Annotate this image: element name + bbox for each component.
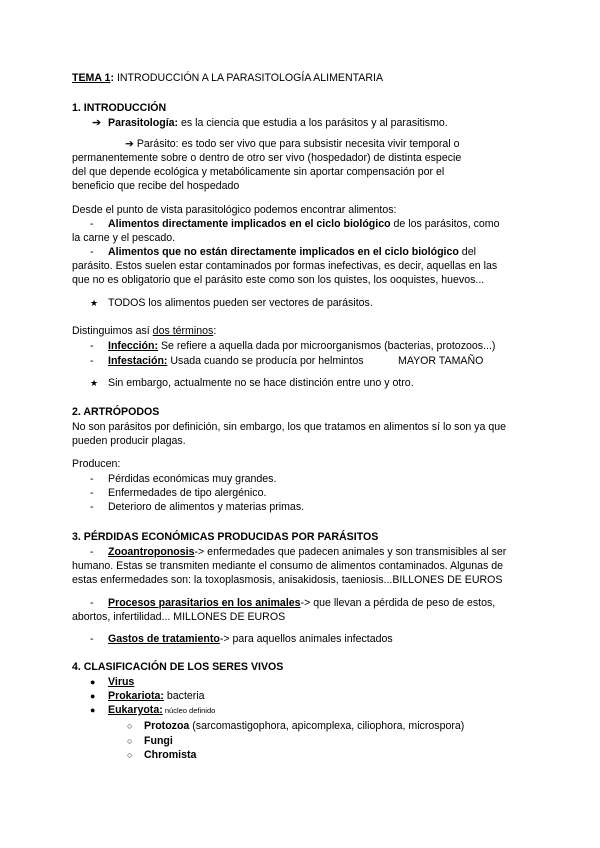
section-3-heading: 3. PÉRDIDAS ECONÓMICAS PRODUCIDAS POR PARÁSITOS (72, 531, 379, 543)
indirect-rest: del (458, 246, 476, 258)
dash-marker: - (90, 501, 94, 513)
parasito-line-1: ➔ Parásito: es todo ser vivo que para subsistir necesita vivir temporal o (125, 138, 460, 150)
prokariota-text: bacteria (163, 690, 205, 702)
producen-item-3: Deterioro de alimentos y materias primas. (108, 501, 305, 513)
protozoa-term: Protozoa (144, 720, 190, 732)
gastos-term: Gastos de tratamiento (108, 633, 220, 645)
prokariota-term: Prokariota: (108, 690, 164, 702)
eukaryota-text: núcleo definido (162, 706, 216, 715)
producen-label: Producen: (72, 458, 121, 470)
title-colon: : (110, 72, 114, 84)
arrow-icon: ➔ (92, 117, 102, 129)
direct-item (108, 217, 500, 231)
infestacion-item (108, 354, 364, 368)
star-icon: ★ (90, 298, 99, 308)
dash-marker: - (90, 633, 94, 645)
parasito-line-4: beneficio que recibe del hospedado (72, 180, 240, 192)
section-2-heading: 2. ARTRÓPODOS (72, 406, 160, 418)
section-4-heading: 4. CLASIFICACIÓN DE LOS SERES VIVOS (72, 661, 284, 673)
gastos-item (108, 632, 393, 646)
bullet-circle-icon: ○ (127, 721, 133, 731)
artropodos-line-1: No son parásitos por definición, sin embargo, los que tratamos en alimentos sí lo son ya que (72, 421, 506, 433)
zooantroponosis-line-2: humano. Estas se transmiten mediante el consumo de alimentos contaminados. Algunas de (72, 560, 504, 572)
indirect-bold: Alimentos que no están directamente implicados en el ciclo biológico (108, 246, 459, 258)
distinguimos-line (72, 324, 216, 338)
distinguimos-prefix: Distinguimos así (72, 325, 153, 337)
dash-marker: - (90, 218, 94, 230)
title-prefix: TEMA 1 (72, 72, 111, 84)
procesos-text: -> que llevan a pérdida de peso de estos, (300, 597, 496, 609)
prokariota-item (108, 689, 205, 703)
parasitologia-term: Parasitología: (108, 117, 179, 129)
section-1-heading: 1. INTRODUCCIÓN (72, 102, 167, 114)
mayor-tamano: MAYOR TAMAÑO (398, 355, 484, 367)
star-note-1: TODOS los alimentos pueden ser vectores de parásitos. (108, 297, 373, 309)
procesos-term: Procesos parasitarios en los animales (108, 597, 301, 609)
distinguimos-colon: : (213, 325, 217, 337)
dash-marker: - (90, 487, 94, 499)
dos-terminos: dos términos (152, 325, 214, 337)
alimentos-intro: Desde el punto de vista parasitológico podemos encontrar alimentos: (72, 204, 397, 216)
procesos-item (108, 596, 495, 610)
dash-marker: - (90, 597, 94, 609)
infeccion-term: Infección: (108, 340, 159, 352)
dash-marker: - (90, 546, 94, 558)
producen-item-2: Enfermedades de tipo alergénico. (108, 487, 267, 499)
star-icon: ★ (90, 378, 99, 388)
direct-line-2: la carne y el pescado. (72, 232, 176, 244)
gastos-text: -> para aquellos animales infectados (219, 633, 393, 645)
parasitologia-text: es la ciencia que estudia a los parásitos y al parasitismo. (178, 117, 448, 129)
indirect-line-2: parásito. Estos suelen estar contaminados por formas inefectivas, es decir, aquellas en las (72, 260, 498, 272)
zooantroponosis-text: -> enfermedades que padecen animales y son transmisibles al ser (194, 546, 507, 558)
chromista-item: Chromista (144, 749, 197, 761)
star-note-2: Sin embargo, actualmente no se hace distinción entre uno y otro. (108, 377, 414, 389)
zooantroponosis-term: Zooantroponosis (108, 546, 195, 558)
dash-marker: - (90, 355, 94, 367)
eukaryota-item (108, 703, 215, 718)
fungi-item: Fungi (144, 735, 173, 747)
zooantroponosis-item (108, 545, 506, 559)
bullet-circle-icon: ○ (127, 736, 133, 746)
infestacion-text: Usada cuando se producía por helmintos (167, 355, 364, 367)
parasito-line-2: permanentemente sobre o dentro de otro ser vivo (hospedador) de distinta especie (72, 152, 462, 164)
bullet-dot-icon: ● (90, 691, 96, 701)
direct-rest: de los parásitos, como (390, 218, 500, 230)
direct-bold: Alimentos directamente implicados en el ciclo biológico (108, 218, 391, 230)
producen-item-1: Pérdidas económicas muy grandes. (108, 473, 277, 485)
parasito-line-3: del que depende ecológica y metabólicamente sin aportar compensación por el (72, 166, 445, 178)
dash-marker: - (90, 340, 94, 352)
infeccion-text: Se refiere a aquella dada por microorganismos (bacterias, protozoos...) (158, 340, 496, 352)
parasitologia-definition (108, 116, 448, 130)
artropodos-line-2: pueden producir plagas. (72, 435, 186, 447)
indirect-line-3: que no es obligatorio que el parásito este como son los quistes, los ooquistes, huevos... (72, 274, 485, 286)
eukaryota-term: Eukaryota: (108, 704, 163, 716)
document-title (72, 71, 383, 85)
virus-item: Virus (108, 676, 135, 688)
infestacion-term: Infestación: (108, 355, 168, 367)
dash-marker: - (90, 473, 94, 485)
procesos-line-2: abortos, infertilidad... MILLONES DE EUROS (72, 611, 286, 623)
indirect-item (108, 245, 476, 259)
title-text: INTRODUCCIÓN A LA PARASITOLOGÍA ALIMENTARIA (114, 72, 384, 84)
infeccion-item (108, 339, 495, 353)
zooantroponosis-line-3: estas enfermedades son: la toxoplasmosis, anisakidosis, taeniosis...BILLONES DE EUROS (72, 574, 503, 586)
dash-marker: - (90, 246, 94, 258)
protozoa-item (144, 719, 464, 733)
bullet-dot-icon: ● (90, 677, 96, 687)
protozoa-text: (sarcomastigophora, apicomplexa, ciliophora, microspora) (189, 720, 465, 732)
bullet-circle-icon: ○ (127, 750, 133, 760)
bullet-dot-icon: ● (90, 705, 96, 715)
